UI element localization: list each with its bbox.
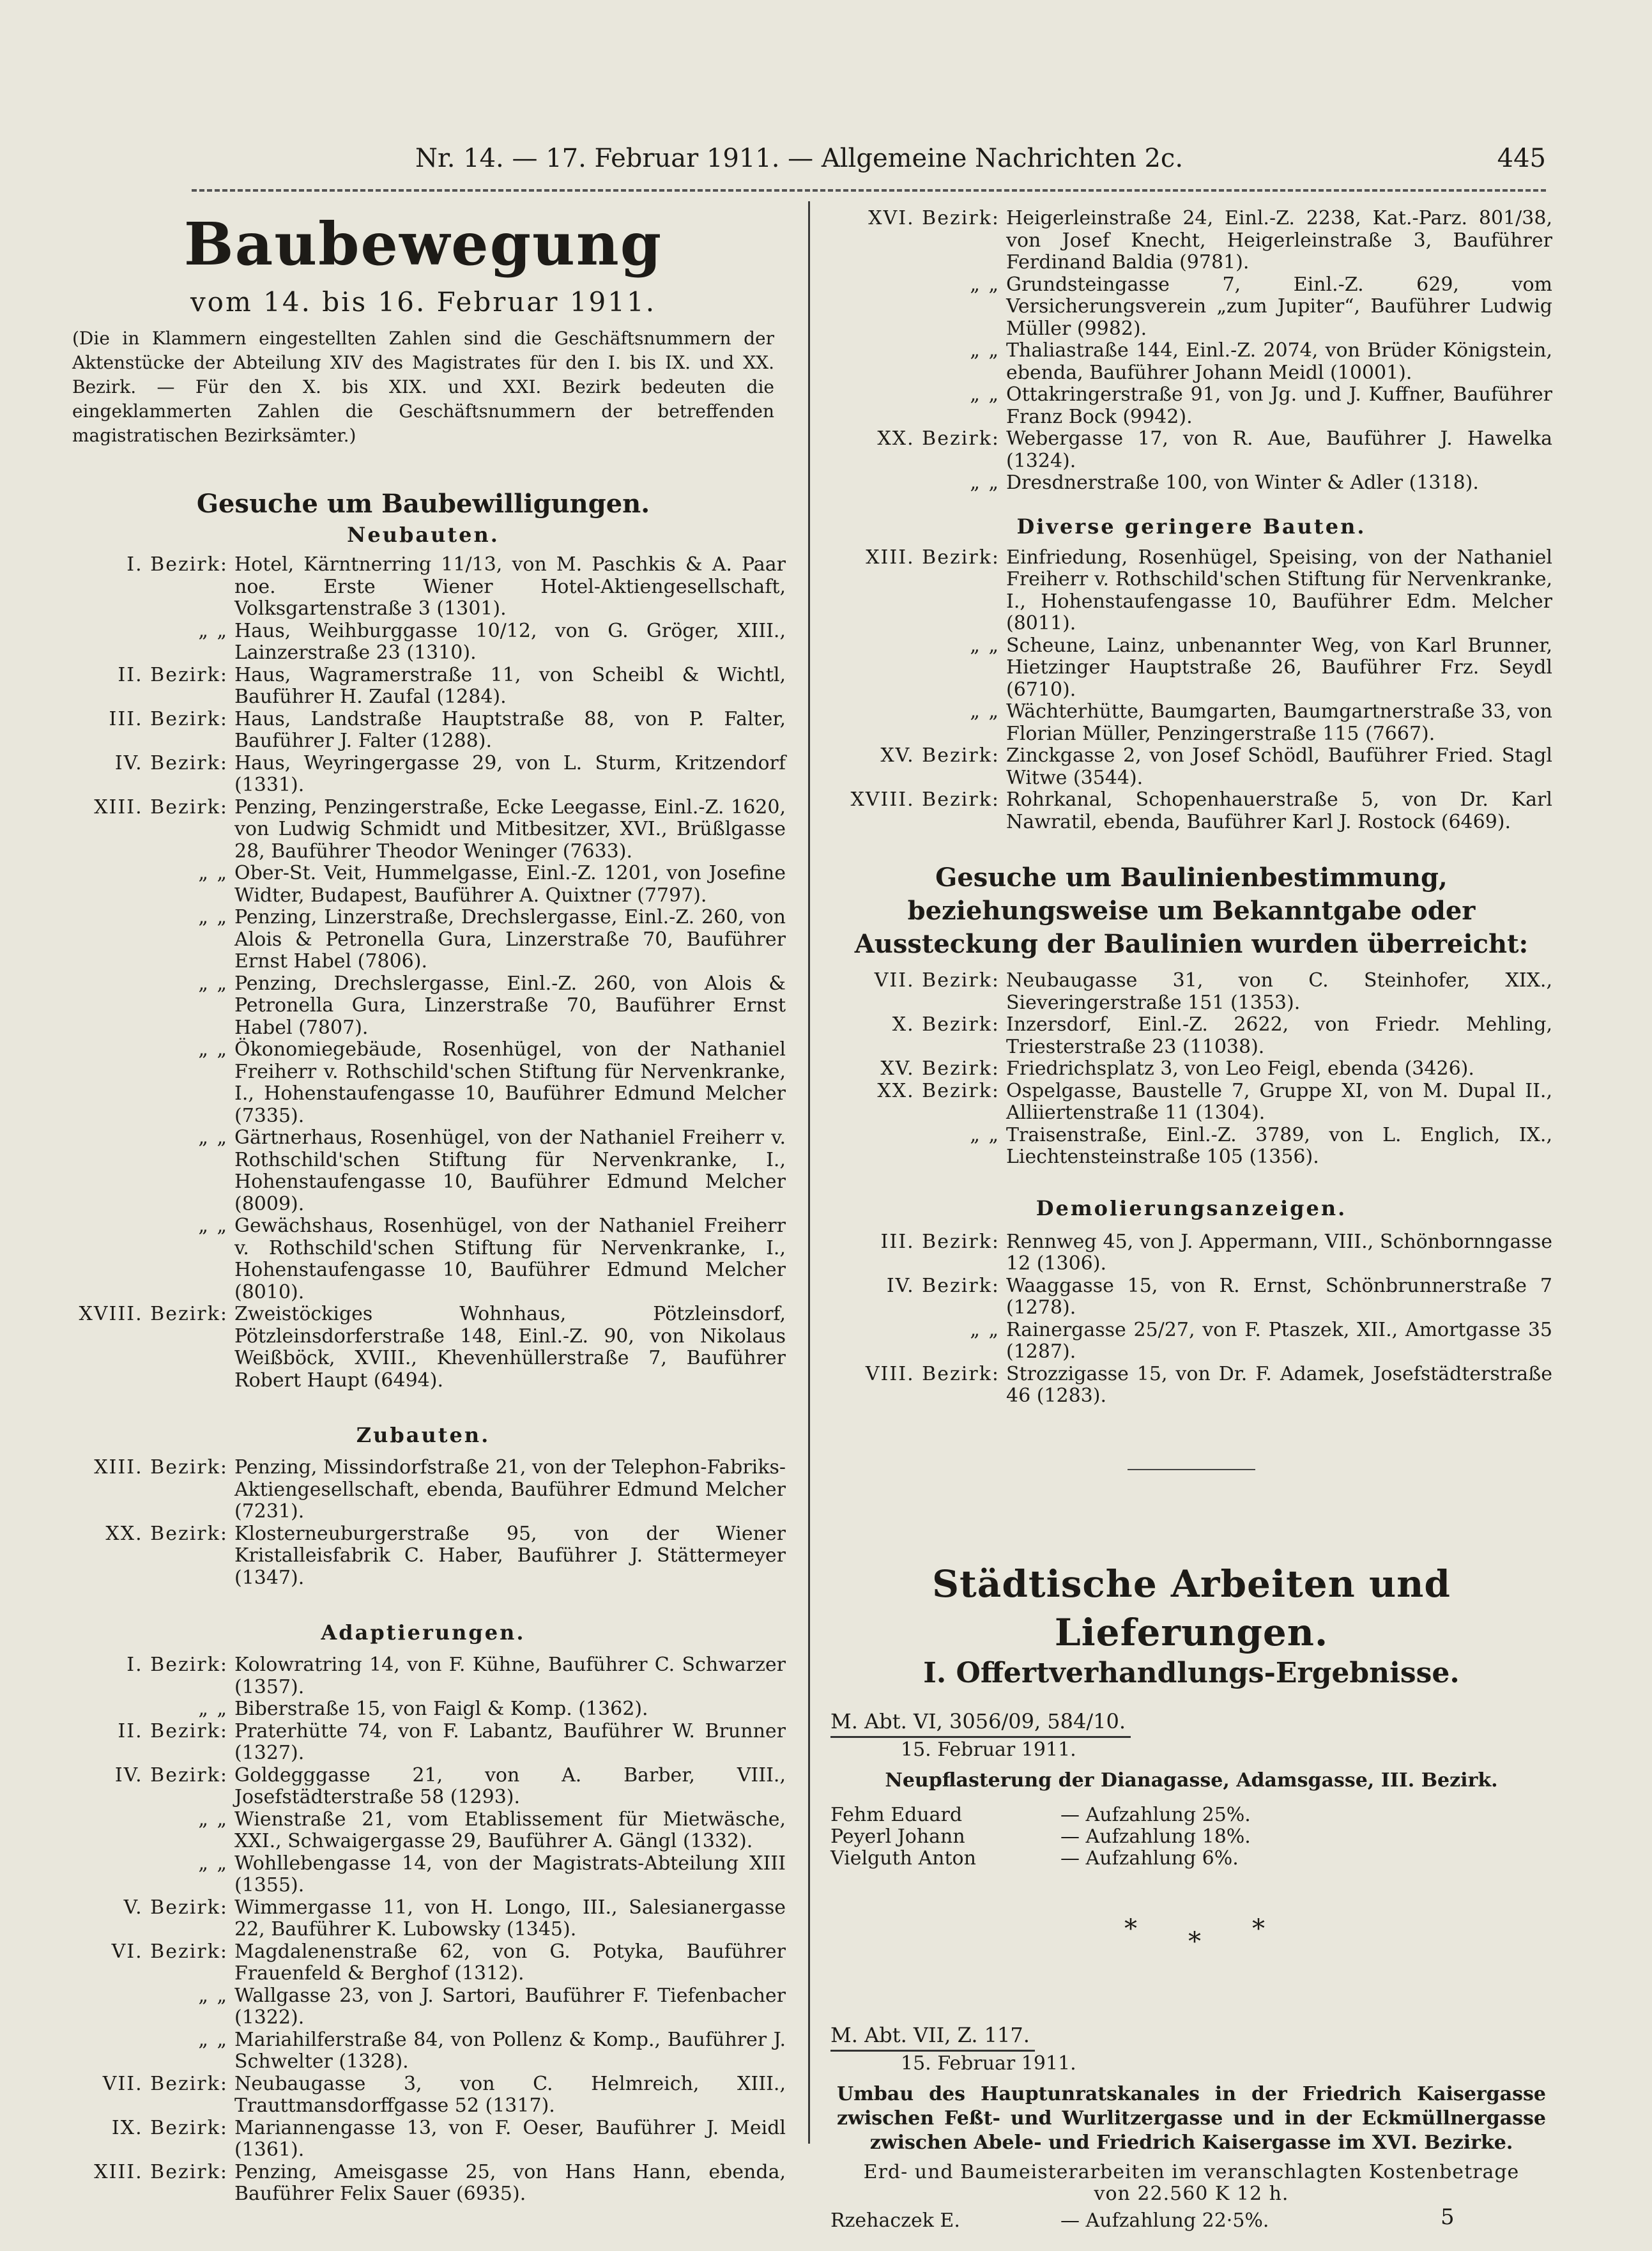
star-separator (830, 1914, 1552, 1965)
listing-entry (830, 340, 1552, 384)
entry-text: Ospelgasse, Baustelle 7, Gruppe XI, von M. Dupal II., Alliiertenstraße 11 (1304). (1006, 1079, 1552, 1124)
results-block1 (830, 1804, 1552, 1870)
entry-text: Rainergasse 25/27, von F. Ptaszek, XII., Amortgasse 35 (1287). (1006, 1318, 1552, 1363)
listing-entry (61, 1765, 786, 1809)
listing-entry (61, 1654, 786, 1698)
heading-offertverhandlungen: I. Offertverhandlungs-Ergebnisse. (923, 1656, 1460, 1689)
entry-text: Scheune, Lainz, unbenannter Weg, von Karl Brunner, Hietzinger Hauptstraße 26, Bauführer Frz. Seydl (6710). (1006, 634, 1552, 701)
heading-baubewilligungen: Gesuche um Baubewilligungen. (196, 489, 650, 519)
district-label: VIII. Bezirk: (865, 1362, 1000, 1385)
date-range: vom 14. bis 16. Februar 1911. (190, 286, 657, 318)
district-label: X. Bezirk: (892, 1013, 1000, 1036)
heading-neubauten: Neubauten. (347, 523, 500, 547)
entry-text: Dresdnerstraße 100, von Winter & Adler (1318). (1006, 472, 1479, 494)
entry-text: Mariannengasse 13, von F. Oeser, Bauführer J. Meidl (1361). (234, 2116, 786, 2161)
listing-entry (61, 1809, 786, 1853)
listing-entry (830, 701, 1552, 745)
listing-entry (830, 1058, 1552, 1080)
caption-block1: Neupflasterung der Dianagasse, Adamsgasse, III. Bezirk. (885, 1769, 1498, 1792)
district-label: XIII. Bezirk: (866, 546, 1000, 569)
entry-text: Waaggasse 15, von R. Ernst, Schönbrunnerstraße 7 (1278). (1006, 1274, 1552, 1319)
listing-entry (830, 428, 1552, 472)
page-header (147, 144, 1546, 182)
listing-entry (61, 2162, 786, 2206)
district-label: „ „ (970, 634, 1000, 657)
star-2: * (1188, 1926, 1201, 1956)
left-column (61, 208, 786, 2206)
district-label: „ „ (198, 1126, 228, 1149)
district-label: „ „ (198, 2028, 228, 2051)
ref-block1: M. Abt. VI, 3056/09, 584/10. (830, 1709, 1131, 1738)
header-line: Nr. 14. — 17. Februar 1911. — Allgemeine Nachrichten 2c. (415, 144, 1184, 173)
district-label: IV. Bezirk: (114, 751, 228, 774)
listing-entry (61, 973, 786, 1040)
listing-entry (61, 1127, 786, 1215)
district-label: XV. Bezirk: (880, 1057, 1000, 1080)
entry-text: Neubaugasse 31, von C. Steinhofer, XIX., Sieveringerstraße 151 (1353). (1006, 969, 1552, 1014)
zubauten-list (61, 1457, 786, 1589)
entry-text: Zweistöckiges Wohnhaus, Pötzleinsdorf, Pötzleinsdorferstraße 148, Einl.-Z. 90, von Nikolaus Weißböck, XVIII., Khevenhüllerstraße 7, Bauführer Robert Haupt (6494). (234, 1303, 786, 1392)
district-label: „ „ (970, 383, 1000, 406)
footer-mark: 5 (1441, 2204, 1455, 2230)
entry-text: Ober-St. Veit, Hummelgasse, Einl.-Z. 1201, von Josefine Widter, Budapest, Bauführer A. Quixtner (7797). (234, 862, 786, 907)
listing-entry (830, 1080, 1552, 1125)
entry-text: Haus, Landstraße Hauptstraße 88, von P. Falter, Bauführer J. Falter (1288). (234, 707, 786, 752)
result-row (830, 1848, 1552, 1870)
entry-text: Ökonomiegebäude, Rosenhügel, von der Nathaniel Freiherr v. Rothschild'schen Stiftung für Nervenkranke, I., Hohenstaufengasse 10, Bauführer Edmund Melcher (7335). (234, 1038, 786, 1127)
district-label: XIII. Bezirk: (94, 1456, 228, 1479)
bidder-name: Peyerl Johann (830, 1825, 965, 1848)
district-label: XV. Bezirk: (880, 744, 1000, 767)
baulinien-list (830, 970, 1552, 1169)
district-label: V. Bezirk: (123, 1896, 228, 1919)
listing-entry (61, 1039, 786, 1127)
district-label: II. Bezirk: (118, 1719, 228, 1742)
section-title-baubewegung: Baubewegung (183, 210, 663, 279)
listing-entry (830, 1275, 1552, 1319)
listing-entry (61, 753, 786, 797)
district-label: II. Bezirk: (118, 663, 228, 686)
entry-text: Kolowratring 14, von F. Kühne, Bauführer C. Schwarzer (1357). (234, 1654, 786, 1698)
listing-entry (61, 1941, 786, 1985)
date-block2: 15. Februar 1911. (901, 2052, 1076, 2075)
heading-diverse: Diverse geringere Bauten. (1016, 514, 1366, 539)
result-row (830, 1826, 1552, 1848)
district-label: VII. Bezirk: (874, 969, 1000, 992)
entry-text: Haus, Weyringergasse 29, von L. Sturm, Kritzendorf (1331). (234, 751, 786, 796)
district-label: „ „ (198, 862, 228, 884)
district-label: XIII. Bezirk: (94, 795, 228, 818)
listing-entry (61, 2029, 786, 2073)
entry-text: Mariahilferstraße 84, von Pollenz & Komp., Bauführer J. Schwelter (1328). (234, 2028, 786, 2073)
entry-text: Wallgasse 23, von J. Sartori, Bauführer F. Tiefenbacher (1322). (234, 1984, 786, 2029)
entry-text: Haus, Weihburggasse 10/12, von G. Gröger, XIII., Lainzerstraße 23 (1310). (234, 619, 786, 664)
entry-text: Magdalenenstraße 62, von G. Potyka, Bauführer Frauenfeld & Berghof (1312). (234, 1940, 786, 1985)
star-1: * (1124, 1914, 1137, 1944)
listing-entry (61, 709, 786, 753)
listing-entry (830, 208, 1552, 274)
entry-text: Webergasse 17, von R. Aue, Bauführer J. Hawelka (1324). (1006, 427, 1552, 472)
ref-block2: M. Abt. VII, Z. 117. (830, 2023, 1035, 2052)
caption-block2: Umbau des Hauptunratskanales in der Friedrich Kaisergasse zwischen Feßt- und Wurlitzergasse und in der Eckmüllnergasse zwischen Abele- und Friedrich Kaisergasse im XVI. Bezirke. (837, 2082, 1546, 2154)
listing-entry (830, 384, 1552, 428)
entry-text: Inzersdorf, Einl.-Z. 2622, von Friedr. Mehling, Triesterstraße 23 (11038). (1006, 1013, 1552, 1058)
listing-entry (830, 789, 1552, 833)
listing-entry (830, 970, 1552, 1014)
entry-text: Penzing, Drechslergasse, Einl.-Z. 260, von Alois & Petronella Gura, Linzerstraße 70, Bauführer Ernst Habel (7807). (234, 972, 786, 1039)
district-label: „ „ (970, 339, 1000, 362)
listing-entry (830, 1364, 1552, 1408)
district-label: „ „ (970, 472, 1000, 494)
district-label: „ „ (198, 1808, 228, 1831)
district-label: XVIII. Bezirk: (850, 788, 1000, 811)
listing-entry (830, 1125, 1552, 1169)
district-label: „ „ (198, 1852, 228, 1875)
entry-text: Penzing, Linzerstraße, Drechslergasse, Einl.-Z. 260, von Alois & Petronella Gura, Linzerstraße 70, Bauführer Ernst Habel (7806). (234, 906, 786, 972)
district-label: III. Bezirk: (109, 707, 228, 730)
entry-text: Klosterneuburgerstraße 95, von der Wiener Kristalleisfabrik C. Haber, Bauführer J. Stättermeyer (1347). (234, 1522, 786, 1589)
entry-text: Praterhütte 74, von F. Labantz, Bauführer W. Brunner (1327). (234, 1719, 786, 1764)
district-label: XX. Bezirk: (877, 1079, 1000, 1102)
district-label: I. Bezirk: (126, 1654, 228, 1676)
entry-text: Wienstraße 21, vom Etablissement für Mietwäsche, XXI., Schwaigergasse 29, Bauführer A. Gängl (1332). (234, 1808, 786, 1852)
listing-entry (830, 635, 1552, 702)
result-row (830, 1804, 1552, 1826)
district-label: IV. Bezirk: (114, 1763, 228, 1786)
listing-entry (61, 2117, 786, 2162)
listing-entry (830, 274, 1552, 341)
listing-entry (830, 1014, 1552, 1058)
entry-text: Friedrichsplatz 3, von Leo Feigl, ebenda (3426). (1006, 1057, 1474, 1080)
district-label: VI. Bezirk: (111, 1940, 228, 1963)
district-label: XVIII. Bezirk: (79, 1303, 228, 1325)
listing-entry (61, 1721, 786, 1765)
entry-text: Gärtnerhaus, Rosenhügel, von der Nathaniel Freiherr v. Rothschild'schen Stiftung für Nervenkranke, I., Hohenstaufengasse 10, Bauführer Edmund Melcher (8009). (234, 1126, 786, 1215)
listing-entry (830, 547, 1552, 635)
district-label: „ „ (198, 1984, 228, 2007)
district-label: „ „ (970, 700, 1000, 723)
listing-entry (61, 1457, 786, 1523)
bidder-name: Vielguth Anton (830, 1847, 976, 1870)
listing-entry (61, 1897, 786, 1941)
district-label: „ „ (970, 273, 1000, 296)
entry-text: Wimmergasse 11, von H. Longo, III., Salesianergasse 22, Bauführer K. Lubowsky (1345). (234, 1896, 786, 1940)
listing-entry (830, 1319, 1552, 1364)
bid-value: — Aufzahlung 18%. (1060, 1825, 1251, 1848)
header-rule (192, 189, 1546, 192)
right-column (830, 208, 1552, 2232)
entry-text: Einfriedung, Rosenhügel, Speising, von der Nathaniel Freiherr v. Rothschild'schen Stiftung für Nervenkranke, I., Hohenstaufengasse 10, Bauführer Edm. Melcher (8011). (1006, 546, 1552, 634)
district-label: „ „ (970, 1318, 1000, 1341)
bidder-name: Rzehaczek E. (830, 2209, 960, 2232)
page-number: 445 (1497, 144, 1546, 173)
listing-entry (830, 472, 1552, 495)
listing-entry (61, 620, 786, 665)
continued-list (830, 208, 1552, 495)
heading-baulinien: Gesuche um Baulinienbestimmung, beziehungsweise um Bekanntgabe oder Aussteckung der Baulinien wurden überreicht: (854, 863, 1529, 959)
entry-text: Rohrkanal, Schopenhauerstraße 5, von Dr. Karl Nawratil, ebenda, Bauführer Karl J. Rostock (6469). (1006, 788, 1552, 833)
district-label: „ „ (970, 1123, 1000, 1146)
district-label: „ „ (198, 1215, 228, 1237)
heading-demolierung: Demolierungsanzeigen. (1036, 1195, 1347, 1220)
heading-staedtische-arbeiten: Städtische Arbeiten und Lieferungen. (932, 1562, 1451, 1654)
listing-entry (61, 863, 786, 907)
listing-entry (61, 907, 786, 973)
entry-text: Rennweg 45, von J. Appermann, VIII., Schönbornngasse 12 (1306). (1006, 1230, 1552, 1275)
entry-text: Hotel, Kärntnerring 11/13, von M. Paschkis & A. Paar noe. Erste Wiener Hotel-Aktiengesellschaft, Volksgartenstraße 3 (1301). (234, 553, 786, 620)
entry-text: Penzing, Missindorfstraße 21, von der Telephon-Fabriks-Aktiengesellschaft, ebenda, Bauführer Edmund Melcher (7231). (234, 1456, 786, 1523)
bid-value: — Aufzahlung 25%. (1060, 1803, 1251, 1826)
entry-text: Traisenstraße, Einl.-Z. 3789, von L. Englich, IX., Liechtensteinstraße 105 (1356). (1006, 1123, 1552, 1168)
district-label: „ „ (198, 1038, 228, 1061)
entry-text: Thaliastraße 144, Einl.-Z. 2074, von Brüder Königstein, ebenda, Bauführer Johann Meidl (10001). (1006, 339, 1552, 384)
bid-value: — Aufzahlung 22·5%. (1060, 2209, 1269, 2232)
entry-text: Ottakringerstraße 91, von Jg. und J. Kuffner, Bauführer Franz Bock (9942). (1006, 383, 1552, 428)
entry-text: Strozzigasse 15, von Dr. F. Adamek, Josefstädterstraße 46 (1283). (1006, 1362, 1552, 1407)
listing-entry (61, 1303, 786, 1392)
entry-text: Gewächshaus, Rosenhügel, von der Nathaniel Freiherr v. Rothschild'schen Stiftung für Nervenkranke, I., Hohenstaufengasse 10, Bauführer Edmund Melcher (8010). (234, 1215, 786, 1303)
listing-entry (61, 1215, 786, 1303)
district-label: VII. Bezirk: (102, 2072, 228, 2095)
entry-text: Heigerleinstraße 24, Einl.-Z. 2238, Kat.-Parz. 801/38, von Josef Knecht, Heigerleinstraße 3, Bauführer Ferdinand Baldia (9781). (1006, 207, 1552, 273)
district-label: „ „ (198, 1698, 228, 1720)
entry-text: Haus, Wagramerstraße 11, von Scheibl & Wichtl, Bauführer H. Zaufal (1284). (234, 663, 786, 708)
district-label: III. Bezirk: (880, 1230, 1000, 1253)
entry-text: Penzing, Penzingerstraße, Ecke Leegasse, Einl.-Z. 1620, von Ludwig Schmidt und Mitbesitzer, XVI., Brüßlgasse 28, Bauführer Theodor Weninger (7633). (234, 795, 786, 863)
listing-entry (61, 2073, 786, 2117)
district-label: XX. Bezirk: (877, 427, 1000, 450)
district-label: „ „ (198, 906, 228, 928)
bid-value: — Aufzahlung 6%. (1060, 1847, 1239, 1870)
listing-entry (61, 1523, 786, 1590)
district-label: I. Bezirk: (126, 553, 228, 576)
demolierung-list (830, 1231, 1552, 1408)
explanatory-note: (Die in Klammern eingestellten Zahlen sind die Geschäftsnummern der Aktenstücke der Abteilung XIV des Magistrates für den I. bis IX. und XX. Bezirk. — Für den X. bis XIX. und XXI. Bezirk bedeuten die eingeklammerten Zahlen die Geschäftsnummern der betreffenden magistratischen Bezirksämter.) (72, 328, 774, 446)
star-3: * (1252, 1914, 1265, 1944)
district-label: „ „ (198, 972, 228, 995)
entry-text: Penzing, Ameisgasse 25, von Hans Hann, ebenda, Bauführer Felix Sauer (6935). (234, 2160, 786, 2205)
listing-entry (61, 1698, 786, 1721)
listing-entry (61, 554, 786, 620)
heading-adaptierungen: Adaptierungen. (321, 1620, 526, 1645)
entry-text: Goldegggasse 21, von A. Barber, VIII., Josefstädterstraße 58 (1293). (234, 1763, 786, 1808)
listing-entry (61, 1853, 786, 1897)
district-label: XX. Bezirk: (105, 1522, 228, 1545)
column-divider (808, 201, 810, 2144)
listing-entry (61, 797, 786, 863)
entry-text: Grundsteingasse 7, Einl.-Z. 629, vom Versicherungsverein „zum Jupiter“, Bauführer Ludwig Müller (9982). (1006, 273, 1552, 340)
heading-zubauten: Zubauten. (356, 1423, 491, 1447)
listing-entry (61, 1985, 786, 2029)
district-label: IX. Bezirk: (111, 2116, 228, 2139)
bidder-name: Fehm Eduard (830, 1803, 963, 1826)
listing-entry (61, 665, 786, 709)
adaptierungen-list (61, 1654, 786, 2206)
entry-text: Biberstraße 15, von Faigl & Komp. (1362). (234, 1698, 648, 1720)
listing-entry (830, 745, 1552, 789)
district-label: „ „ (198, 619, 228, 642)
entry-text: Neubaugasse 3, von C. Helmreich, XIII., Trauttmansdorffgasse 52 (1317). (234, 2072, 786, 2117)
district-label: IV. Bezirk: (886, 1274, 1000, 1297)
text-block2: Erd- und Baumeisterarbeiten im veranschlagten Kostenbetrage von 22.560 K 12 h. (863, 2160, 1520, 2205)
entry-text: Zinckgasse 2, von Josef Schödl, Bauführer Fried. Stagl Witwe (3544). (1006, 744, 1552, 789)
diverse-list (830, 547, 1552, 834)
listing-entry (830, 1231, 1552, 1275)
neubauten-list (61, 554, 786, 1392)
entry-text: Wohllebengasse 14, von der Magistrats-Abteilung XIII (1355). (234, 1852, 786, 1896)
date-block1: 15. Februar 1911. (901, 1738, 1076, 1761)
district-label: XIII. Bezirk: (94, 2160, 228, 2183)
entry-text: Wächterhütte, Baumgarten, Baumgartnerstraße 33, von Florian Müller, Penzingerstraße 115 (7667). (1006, 700, 1552, 745)
district-label: XVI. Bezirk: (868, 207, 1000, 229)
